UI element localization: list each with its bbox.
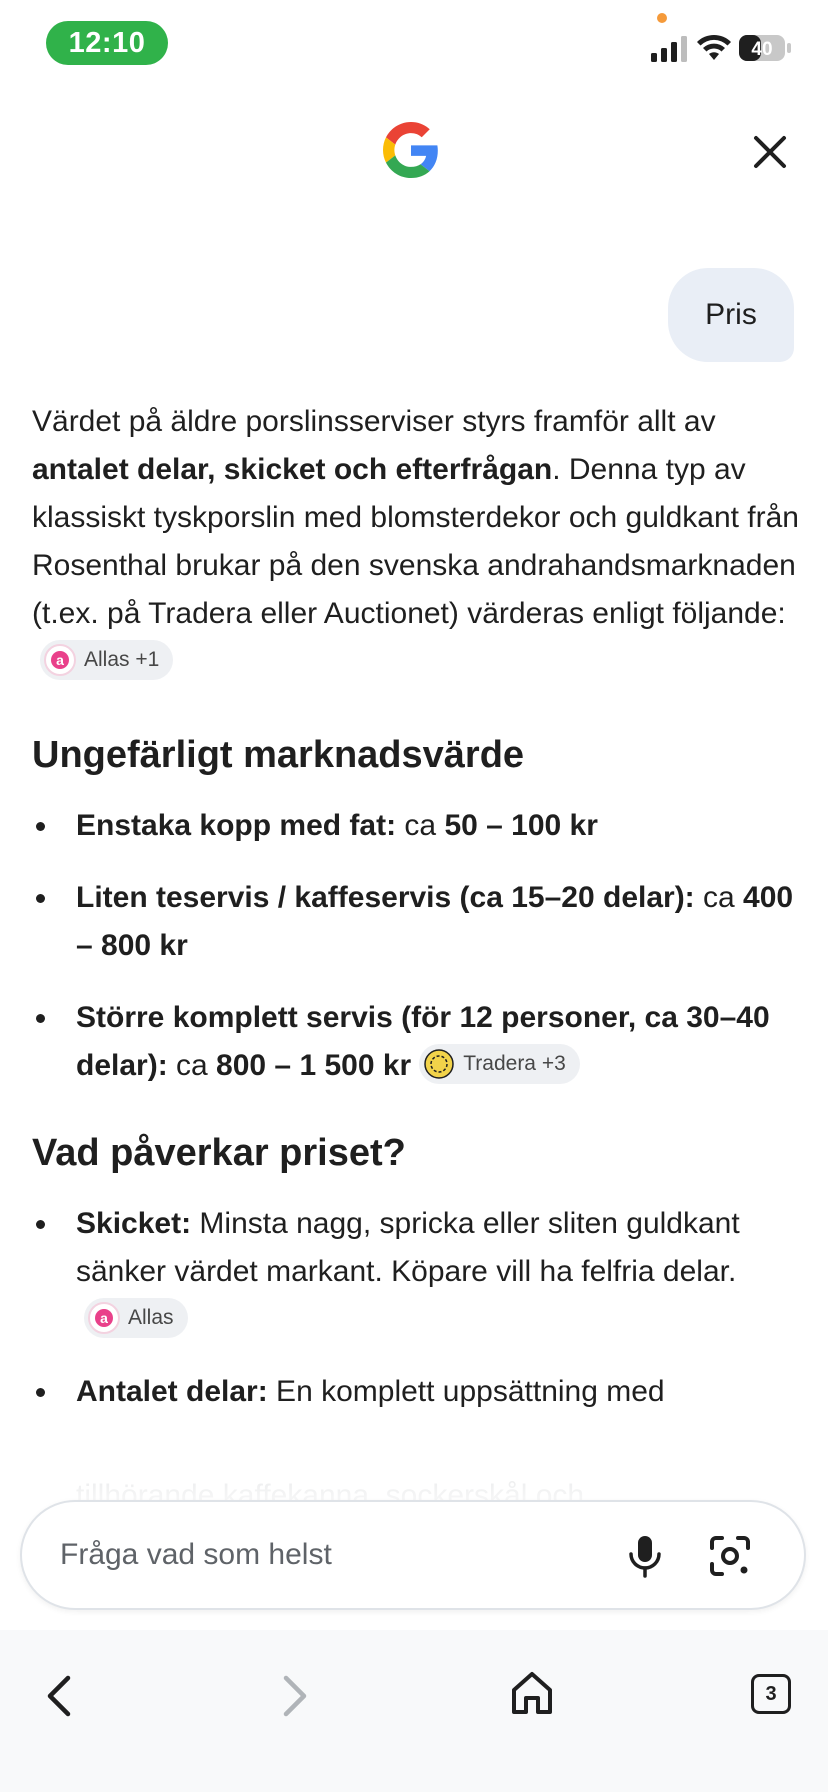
chip-label: Allas: [128, 1306, 174, 1330]
ai-answer: [32, 398, 802, 1440]
tabs-button[interactable]: 3: [751, 1674, 791, 1714]
item-pre: ca: [694, 881, 744, 914]
item-label: Antalet delar:: [76, 1375, 268, 1408]
list-item: [32, 1368, 802, 1416]
item-label: Liten teservis / kaffeservis (ca 15–20 delar):: [76, 881, 695, 914]
list-item: [32, 874, 802, 970]
answer-intro: [32, 398, 802, 686]
cellular-signal-icon: [651, 36, 689, 62]
item-value: 50 – 100 kr: [444, 809, 598, 842]
google-g-icon: [383, 122, 439, 178]
microphone-icon[interactable]: [625, 1534, 665, 1578]
item-value: 400 – 800 kr: [76, 881, 794, 962]
wifi-icon: [697, 34, 731, 62]
search-input[interactable]: [20, 1500, 806, 1610]
bottom-navigation: [0, 1630, 828, 1792]
bullet-dot: [36, 1220, 45, 1229]
source-chip-tradera[interactable]: [419, 1044, 580, 1084]
price-factors-list: [32, 1200, 802, 1416]
back-button[interactable]: [40, 1672, 76, 1720]
tradera-logo-icon: [423, 1048, 455, 1080]
item-text: En komplett uppsättning med: [267, 1375, 665, 1408]
intro-bold: antalet delar, skicket och efterfrågan: [32, 453, 553, 486]
status-time: 12:10: [46, 21, 168, 65]
item-label: Större komplett servis (för 12 personer, ca 30–40 delar):: [76, 1001, 770, 1082]
user-message-bubble: Pris: [668, 268, 794, 362]
allas-logo-icon: [88, 1302, 120, 1334]
search-placeholder: Fråga vad som helst: [60, 1538, 332, 1571]
battery-level: 40: [751, 39, 773, 60]
section-title-price-factors: Vad påverkar priset?: [32, 1132, 406, 1174]
list-item: [32, 994, 802, 1090]
item-label: Skicket:: [76, 1207, 192, 1240]
item-value: 800 – 1 500 kr: [216, 1049, 412, 1082]
bullet-dot: [36, 822, 45, 831]
intro-text-2: . Denna typ av klassiskt tyskporslin med blomsterdekor och guldkant från Rosenthal brukar på den svenska andrahandsmarknaden (t.ex. på Tradera eller Auctionet) värderas enligt följande:: [32, 453, 799, 630]
bullet-dot: [36, 1014, 45, 1023]
close-button[interactable]: [746, 128, 794, 176]
intro-text: Värdet på äldre porslinsserviser styrs framför allt av: [32, 405, 716, 438]
svg-text:a: a: [100, 1310, 108, 1327]
bullet-dot: [36, 1388, 45, 1397]
section-title-market-value: Ungefärligt marknadsvärde: [32, 734, 525, 776]
chip-label: Allas +1: [84, 648, 160, 672]
battery-icon: [738, 34, 792, 62]
header: [0, 100, 828, 210]
forward-button[interactable]: [278, 1672, 314, 1720]
bullet-dot: [36, 894, 45, 903]
market-value-list: [32, 802, 802, 1090]
item-pre: ca: [396, 809, 445, 842]
list-item: [32, 802, 802, 850]
item-text: Minsta nagg, spricka eller sliten guldkant sänker värdet markant. Köpare vill ha felfria delar.: [76, 1207, 740, 1288]
item-pre: ca: [167, 1049, 217, 1082]
home-button[interactable]: [510, 1670, 554, 1716]
chip-label: Tradera +3: [463, 1052, 566, 1076]
google-lens-icon[interactable]: [708, 1534, 752, 1578]
allas-logo-icon: [44, 644, 76, 676]
svg-text:a: a: [56, 652, 64, 669]
list-item: [32, 1200, 802, 1344]
source-chip-allas[interactable]: [40, 640, 173, 680]
search-area: [0, 1470, 828, 1630]
source-chip-allas-2[interactable]: [84, 1298, 188, 1338]
privacy-indicator-dot: [657, 13, 667, 23]
status-bar: [0, 0, 828, 90]
item-label: Enstaka kopp med fat:: [76, 809, 397, 842]
